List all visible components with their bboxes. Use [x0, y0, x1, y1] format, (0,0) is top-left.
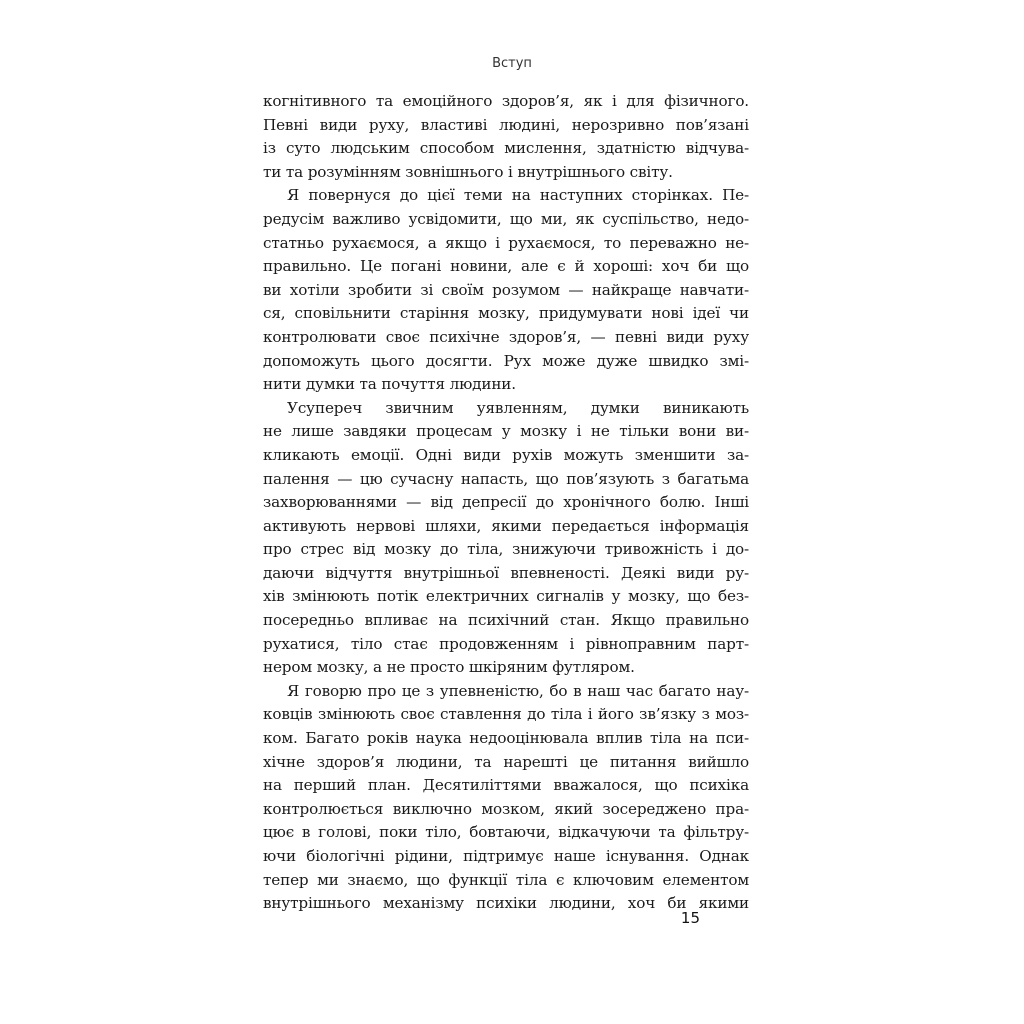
text-line: кликають емоції. Одні види рухів можуть зменшити за-	[263, 445, 749, 464]
text-line: тепер ми знаємо, що функції тіла є ключовим елементом	[263, 870, 749, 889]
text-line: із суто людським способом мислення, здатністю відчува-	[263, 139, 749, 158]
text-line: захворюваннями — від депресії до хронічного болю. Інші	[263, 493, 749, 512]
text-line: Певні види руху, властиві людині, нерозривно пов’язані	[263, 115, 749, 134]
text-line: редусім важливо усвідомити, що ми, як суспільство, недо-	[263, 209, 749, 228]
text-line: даючи відчуття внутрішньої впевненості. Деякі види ру-	[263, 563, 749, 582]
text-line: Усупереч звичним уявленням, думки виникають	[287, 398, 749, 417]
text-line: ковців змінюють своє ставлення до тіла і його зв’язку з моз-	[263, 705, 749, 724]
text-line: посередньо впливає на психічний стан. Якщо правильно	[263, 611, 749, 630]
running-head: Вступ	[492, 56, 532, 71]
text-line: когнітивного та емоційного здоров’я, як і для фізичного.	[263, 92, 749, 110]
text-line: статньо рухаємося, а якщо і рухаємося, то переважно не-	[263, 233, 749, 252]
text-line: Я говорю про це з упевненістю, бо в наш час багато нау-	[287, 681, 749, 700]
text-line: не лише завдяки процесам у мозку і не тільки вони ви-	[263, 422, 749, 441]
text-line: хічне здоров’я людини, та нарешті це питання вийшло	[263, 752, 749, 771]
text-line: ся, сповільнити старіння мозку, придумувати нові ідеї чи	[263, 304, 749, 323]
text-line: рухатися, тіло стає продовженням і рівноправним парт-	[263, 634, 749, 653]
text-line: контролюється виключно мозком, який зосереджено пра-	[263, 799, 749, 818]
text-line: про стрес від мозку до тіла, знижуючи тривожність і до-	[263, 540, 749, 559]
text-line: Я повернуся до цієї теми на наступних сторінках. Пе-	[287, 186, 749, 205]
text-line: ви хотіли зробити зі своїм розумом — найкраще навчати-	[263, 280, 749, 299]
text-line: активують нервові шляхи, якими передається інформація	[263, 516, 749, 535]
page-number: 15	[680, 909, 700, 927]
text-line: нером мозку, а не просто шкіряним футляром.	[263, 658, 635, 677]
text-line: нити думки та почуття людини.	[263, 375, 516, 394]
text-line: правильно. Це погані новини, але є й хороші: хоч би що	[263, 257, 749, 276]
text-line: ком. Багато років наука недооцінювала вплив тіла на пси-	[263, 729, 749, 748]
text-line: ти та розумінням зовнішнього і внутрішнього світу.	[263, 162, 673, 181]
body-text	[263, 90, 749, 916]
text-line: допоможуть цього досягти. Рух може дуже швидко змі-	[263, 351, 749, 370]
text-line: ючи біологічні рідини, підтримує наше існування. Однак	[263, 847, 749, 865]
text-line: хів змінюють потік електричних сигналів у мозку, що без-	[263, 587, 749, 606]
text-line: палення — цю сучасну напасть, що пов’язують з багатьма	[263, 469, 749, 488]
text-line: цює в голові, поки тіло, бовтаючи, відкачуючи та фільтру-	[263, 823, 749, 842]
text-line: на перший план. Десятиліттями вважалося, що психіка	[263, 776, 749, 795]
text-line: контролювати своє психічне здоров’я, — певні види руху	[263, 327, 749, 346]
text-line: внутрішнього механізму психіки людини, хоч би якими	[263, 894, 749, 913]
